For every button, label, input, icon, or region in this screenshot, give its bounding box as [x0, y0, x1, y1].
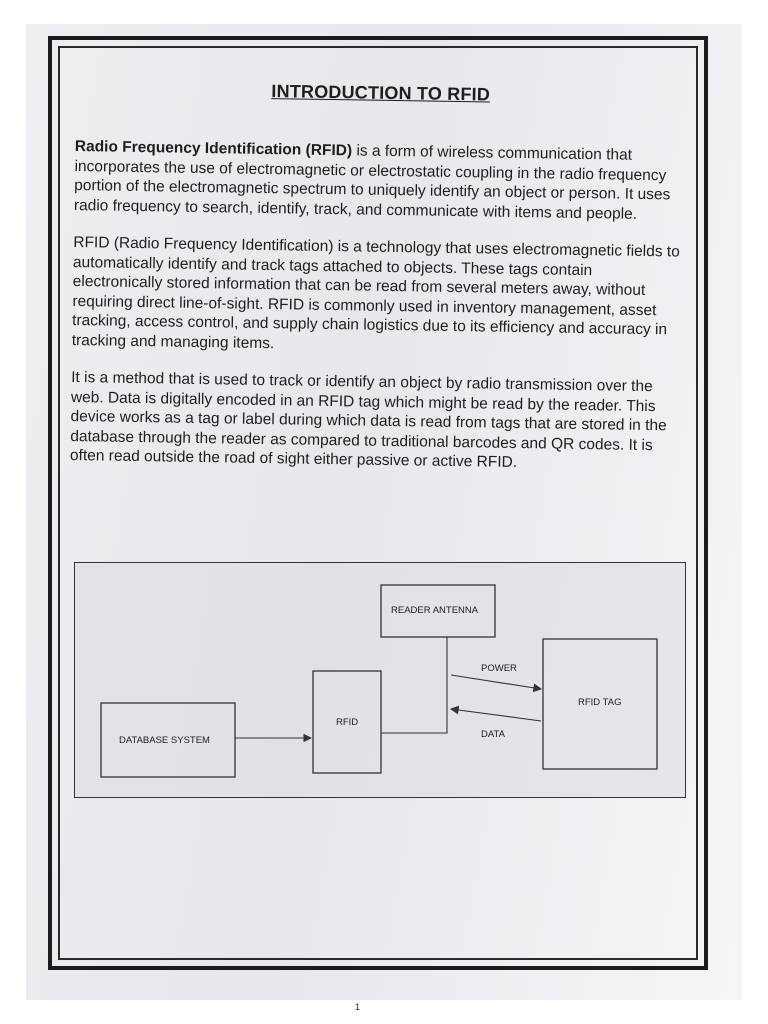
paragraph-1 — [74, 137, 685, 225]
database-system-label: DATABASE SYSTEM — [119, 735, 210, 746]
antenna-connector — [381, 637, 447, 733]
reader-antenna-label: READER ANTENNA — [391, 605, 479, 616]
power-label: POWER — [481, 663, 517, 674]
paragraph-3: It is a method that is used to track or identify an object by radio transmission over the web. Data is digitally encoded in an RFID tag which might be read by the reader. This device works as a tag or label during which data is read from tags that are stored in the database through the reader as compared to traditional barcodes and QR codes. It is often read outside the road of sight either passive or active RFID. — [69, 368, 667, 471]
paragraph-1-term: Radio Frequency Identification (RFID) — [74, 137, 353, 160]
data-label: DATA — [481, 729, 505, 740]
paragraph-1-text: is a form of wireless communication that incorporates the use of electromagnetic or electrostatic coupling in the radio frequency portion of the electromagnetic spectrum to uniquely identify an object or person. It uses radio frequency to search, identify, track, and communicate with items and people. — [73, 142, 671, 223]
rfid-reader-label: RFID — [336, 717, 359, 728]
rfid-diagram — [74, 562, 686, 798]
page-number: 1 — [355, 1002, 361, 1012]
power-arrow — [451, 675, 541, 689]
reader-antenna-box — [381, 585, 495, 637]
document-body — [70, 72, 686, 493]
database-system-box — [101, 703, 235, 777]
rfid-tag-label: RFID TAG — [578, 697, 622, 708]
paragraph-2: RFID (Radio Frequency Identification) is a technology that uses electromagnetic fields to automatically identify and track tags attached to objects. These tags contain electronically stored information that can be read from several meters away, without requiring direct line-of-sight. RFID is commonly used in inventory management, asset tracking, access control, and supply chain logistics due to its efficiency and accuracy in tracking and managing items. — [71, 233, 680, 352]
rfid-reader-box — [313, 671, 381, 773]
page-title: INTRODUCTION TO RFID — [271, 81, 491, 105]
rfid-tag-box — [543, 639, 657, 769]
data-arrow — [451, 709, 541, 721]
